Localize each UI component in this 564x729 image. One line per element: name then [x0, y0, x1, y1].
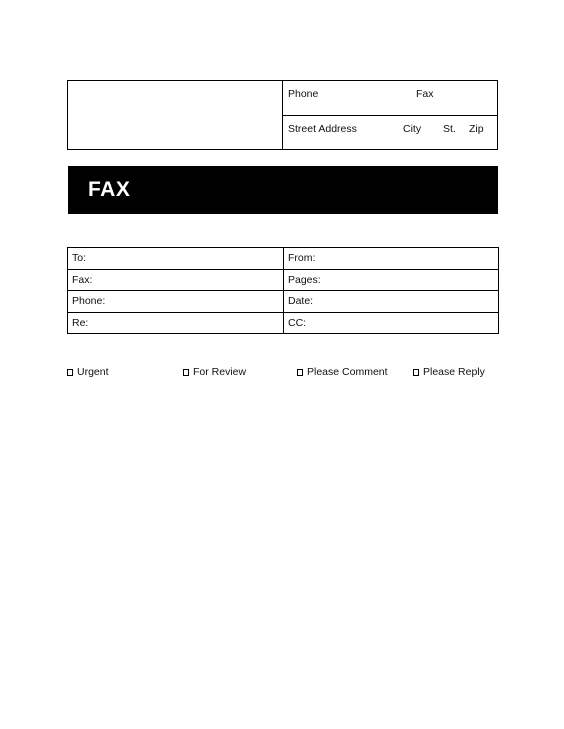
option-please-comment[interactable]	[297, 366, 388, 378]
table-row	[68, 269, 499, 291]
option-label: For Review	[193, 366, 247, 378]
page-title: FAX	[88, 178, 131, 201]
checkbox-icon[interactable]	[297, 369, 303, 376]
option-for-review[interactable]	[183, 366, 246, 378]
option-label: Please Comment	[307, 366, 388, 378]
recipient-details-table	[67, 247, 499, 334]
city-label: City	[403, 122, 422, 135]
cc-field[interactable]: CC:	[284, 312, 499, 334]
from-field[interactable]: From:	[284, 248, 499, 270]
pages-field[interactable]: Pages:	[284, 269, 499, 291]
fax-banner	[68, 166, 498, 214]
table-row	[68, 248, 499, 270]
table-row	[68, 291, 499, 313]
option-please-reply[interactable]	[413, 366, 485, 378]
re-field[interactable]: Re:	[68, 312, 284, 334]
priority-options	[0, 366, 564, 380]
sender-contact-box	[67, 80, 498, 150]
checkbox-icon[interactable]	[413, 369, 419, 376]
checkbox-icon[interactable]	[183, 369, 189, 376]
checkbox-icon[interactable]	[67, 369, 73, 376]
street-address-label: Street Address	[288, 122, 357, 135]
option-label: Please Reply	[423, 366, 485, 378]
option-label: Urgent	[77, 366, 109, 378]
state-label: St.	[443, 122, 456, 135]
to-field[interactable]: To:	[68, 248, 284, 270]
phone-field[interactable]: Phone:	[68, 291, 284, 313]
contact-row-address	[283, 116, 497, 150]
contact-row-phone-fax	[283, 81, 497, 116]
phone-label: Phone	[288, 88, 319, 100]
sender-info-area[interactable]	[68, 81, 283, 149]
zip-label: Zip	[469, 122, 484, 135]
date-field[interactable]: Date:	[284, 291, 499, 313]
table-row	[68, 312, 499, 334]
sender-contact-fields	[283, 81, 497, 149]
fax-field[interactable]: Fax:	[68, 269, 284, 291]
fax-label: Fax	[416, 88, 434, 100]
option-urgent[interactable]	[67, 366, 109, 378]
